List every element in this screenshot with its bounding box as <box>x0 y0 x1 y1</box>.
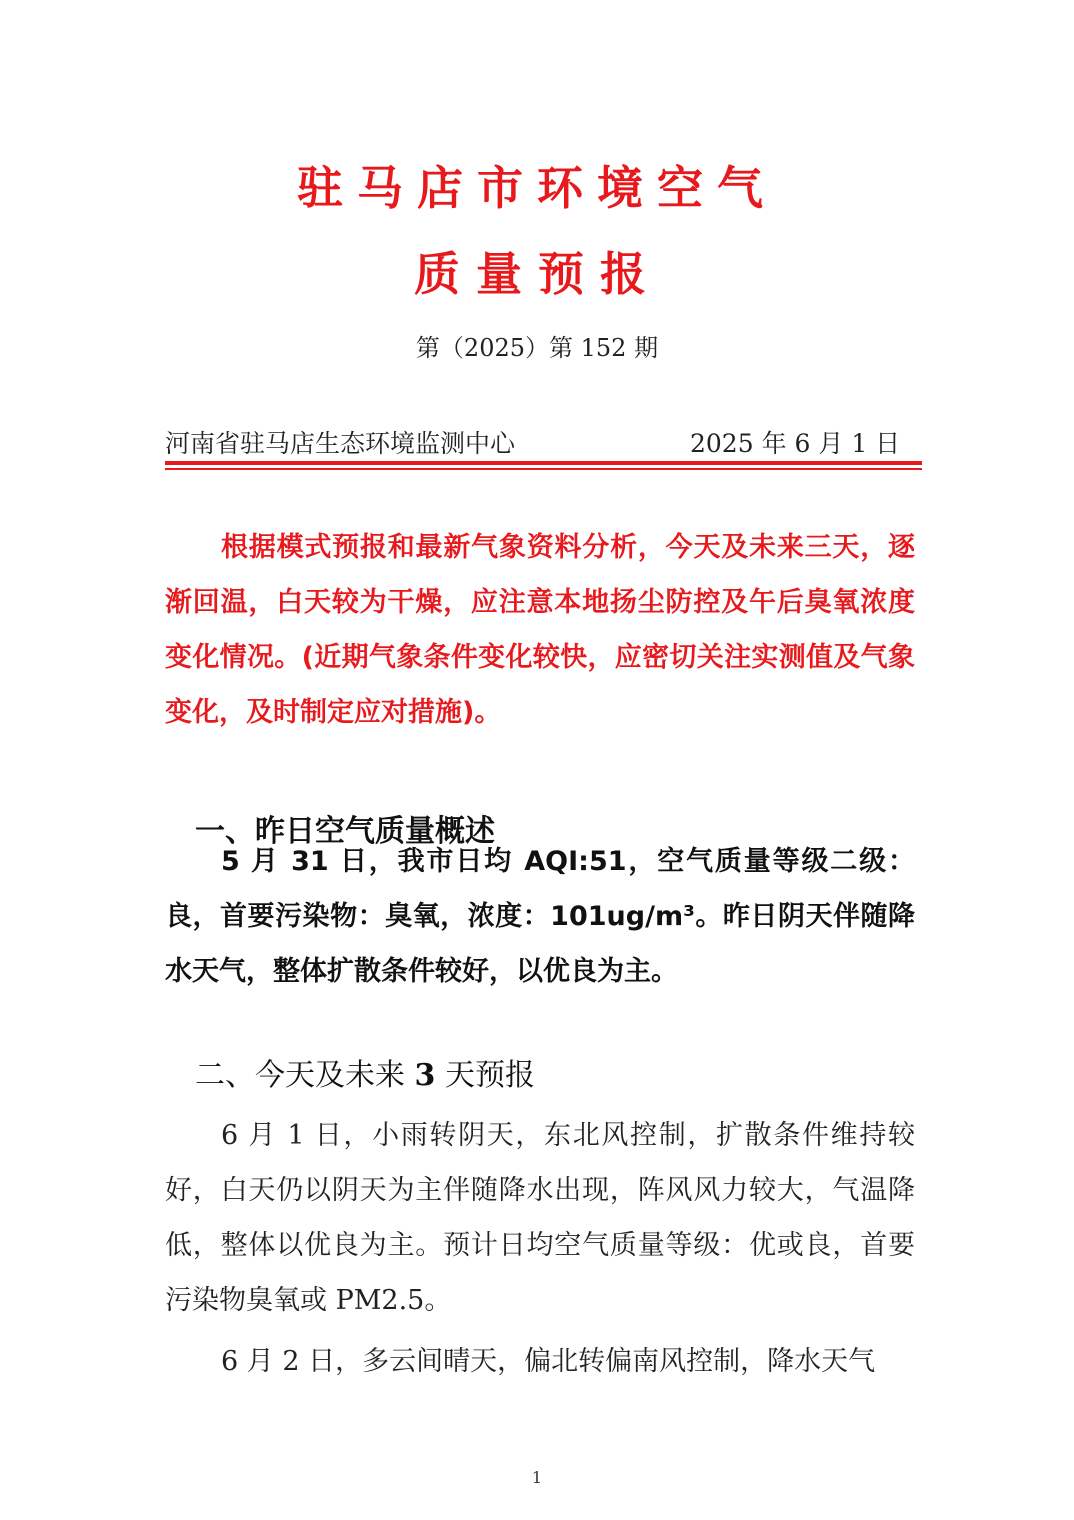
section2-heading-number: 3 <box>414 1058 436 1093</box>
section1-body: 5 月 31 日，我市日均 AQI:51，空气质量等级二级：良，首要污染物：臭氧，浓度：101ug/m³。昨日阴天伴随降水天气，整体扩散条件较好，以优良为主。 <box>165 846 915 987</box>
section2-heading-prefix: 二、今天及未来 <box>195 1058 415 1093</box>
header-divider-thick <box>165 461 922 465</box>
header-divider-thin <box>165 468 922 470</box>
forecast-summary: 根据模式预报和最新气象资料分析，今天及未来三天，逐渐回温，白天较为干燥，应注意本地扬尘防控及午后臭氧浓度变化情况。(近期气象条件变化较快，应密切关注实测值及气象变化，及时制定应对措施)。 <box>165 532 915 728</box>
issue-date: 2025 年 6 月 1 日 <box>690 429 901 458</box>
section1-heading: 一、昨日空气质量概述 <box>195 814 495 849</box>
section2-heading <box>195 1050 535 1094</box>
report-title-line1: 驻马店市环境空气 <box>297 161 777 215</box>
page-number: 1 <box>531 1468 543 1487</box>
forecast-day2: 6 月 2 日，多云间晴天，偏北转偏南风控制，降水天气 <box>221 1346 876 1377</box>
section2-heading-suffix: 天预报 <box>435 1058 535 1093</box>
report-title-line2: 质量预报 <box>414 247 662 301</box>
issuing-agency: 河南省驻马店生态环境监测中心 <box>165 429 516 458</box>
forecast-day1: 6 月 1 日，小雨转阴天，东北风控制，扩散条件维持较好，白天仍以阴天为主伴随降水出现，阵风风力较大，气温降低，整体以优良为主。预计日均空气质量等级：优或良，首要污染物臭氧或 PM2.5。 <box>165 1120 915 1316</box>
issue-number: 第（2025）第 152 期 <box>415 334 659 362</box>
